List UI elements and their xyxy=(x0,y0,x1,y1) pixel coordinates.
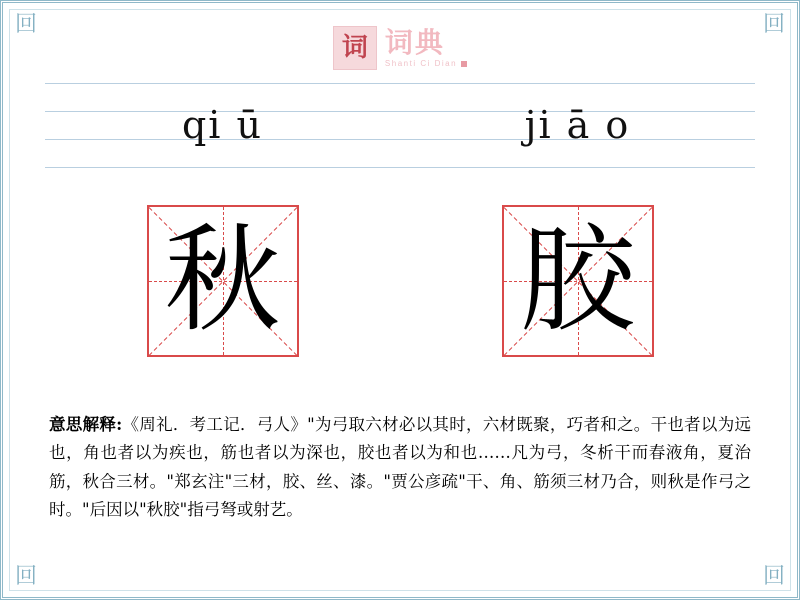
tianzige-grid-first xyxy=(147,205,299,357)
character-glyph-second: 胶 xyxy=(519,213,636,348)
pinyin-row xyxy=(45,83,755,167)
logo-subtitle xyxy=(385,59,467,68)
logo-square-icon xyxy=(461,61,467,67)
corner-ornament-top-left: 回 xyxy=(14,11,37,36)
pinyin-second: ji ā o xyxy=(524,103,631,147)
character-cell-second xyxy=(400,199,755,363)
corner-ornament-bottom-right: 回 xyxy=(762,563,785,588)
corner-ornament-top-right: 回 xyxy=(762,11,785,36)
staff-line-4 xyxy=(45,167,755,168)
character-row xyxy=(45,199,755,363)
explanation-label: 意思解释: xyxy=(49,415,123,434)
explanation-block xyxy=(49,411,751,525)
logo-title: 词典 xyxy=(384,25,445,59)
character-glyph-first: 秋 xyxy=(164,213,281,348)
character-cell-first xyxy=(45,199,400,363)
pinyin-first: qi ū xyxy=(181,103,264,147)
explanation-text: 《周礼．考工记．弓人》"为弓取六材必以其时，六材既聚，巧者和之。干也者以为远也，角也者以为疾也，筋也者以为深也，胶也者以为和也……凡为弓，冬析干而春液角，夏治筋，秋合三材。"郑玄注"三材，胶、丝、漆。"贾公彦疏"干、角、筋须三材乃合，则秋是作弓之时。"后因以"秋胶"指弓弩或射艺。 xyxy=(49,415,751,520)
corner-ornament-bottom-left: 回 xyxy=(14,563,37,588)
site-logo xyxy=(3,17,797,79)
tianzige-grid-second xyxy=(502,205,654,357)
logo-seal-icon: 词 xyxy=(333,26,377,70)
logo-subtitle-text: Shanti Ci Dian xyxy=(384,59,458,69)
logo-text-block xyxy=(384,25,467,69)
